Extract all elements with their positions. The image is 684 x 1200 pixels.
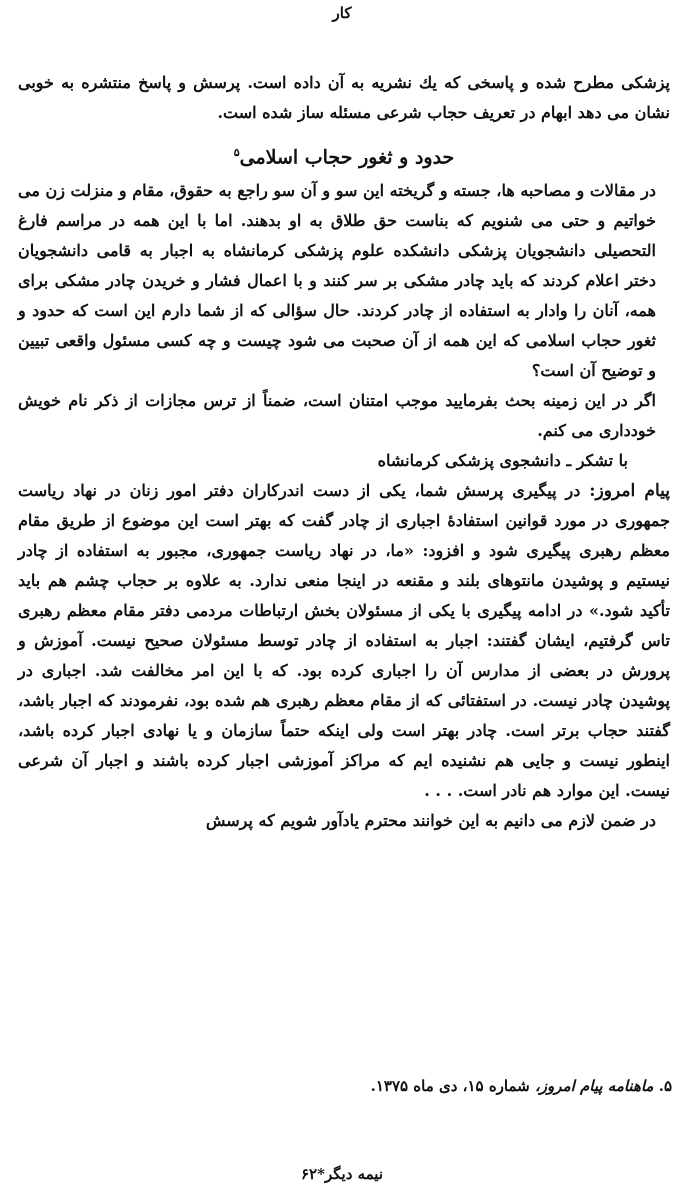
reply-body: در پیگیری پرسش شما، یکی از دست اندرکاران دفتر امور زنان در نهاد ریاست جمهوری در مورد قوانین استفادهٔ اجباری از چادر گفت که بهتر است این موضوع از طریق مقام معظم رهبری پیگیری شود و افزود: «ما، در نهاد ریاست جمهوری، مجبور به استفاده از چادر نیستیم و پوشیدن مانتوهای بلند و مقنعه در اینجا منعی ندارد. به علاوه بر حجاب چشم هم باید تأکید شود.» در ادامه پیگیری با یکی از مسئولان بخش ارتباطات مردمی دفتر مقام معظم رهبری تاس گرفتیم، ایشان گفتند: اجبار به استفاده از چادر توسط مسئولان صحیح نیست. آموزش و پرورش در بعضی از مدارس آن را اجباری کرده بود. که با این امر مخالفت شد. اجباری در پوشیدن چادر نیست. در استفتائی که از مقام معظم رهبری هم شده بود، نفرمودند که اجبار باشد، گفتند حجاب برتر است. چادر بهتر است ولی اینکه حتماً سازمان و یا نهادی اجبار کرده باشد، اینطور نیست و جایی هم نشنیده ایم که مراکز آموزشی اجبار کرده باشند و اجبار آن شرعی نیست. این موارد هم نادر است. . . .	[18, 481, 671, 801]
letter-paragraph-1: در مقالات و مصاحبه ها، جسته و گریخته این سو و آن سو راجع به حقوق، مقام و منزلت زن می خواتیم و حتی می شنویم که بناست حق طلاق به او بدهند. اما با این همه در مراسم فارغ التحصیلی دانشجویان پزشکی دانشکده علوم پزشکی کرمانشاه به اجبار به قامی دانشجویان دختر اعلام کردند که باید چادر مشکی بر سر کنند و با اعمال فشار و خریدن چادر مشکی برای همه، آنان را وادار به استفاده از چادر کردند. حال سؤالی که از شما دارم این است که حدود و ثغور حجاب اسلامی که این همه از آن صحبت می شود چیست و چه کسی مسئول واقعی تبیین و توضیح آن است؟	[18, 181, 656, 381]
footnote	[22, 1077, 672, 1095]
section-heading-title: حدود و ثغور حجاب اسلامی	[239, 146, 455, 169]
page-body	[18, 68, 670, 836]
reply-lead: پیام امروز:	[589, 481, 670, 502]
footnote-details: شماره ۱۵، دی ماه ۱۳۷۵.	[370, 1077, 530, 1095]
running-head: کار	[332, 4, 352, 22]
letter-paragraph-2: اگر در این زمینه بحث بفرمایید موجب امتنان است، ضمناً از ترس مجازات از ذکر نام خویش خودداری می کنم.	[18, 391, 656, 441]
page-number: نیمه دیگر*۶۲	[300, 1165, 384, 1183]
reply-paragraph-1	[18, 476, 670, 806]
section-heading	[18, 136, 670, 174]
intro-paragraph: پزشکی مطرح شده و پاسخی که یك نشریه به آن داده است. پرسش و پاسخ منتشره به خوبی نشان می دهد ابهام در تعریف حجاب شرعی مسئله ساز شده است.	[18, 73, 670, 122]
reply-paragraph-2: در ضمن لازم می دانیم به این خوانند محترم یادآور شویم که پرسش	[205, 811, 656, 831]
footnote-number: ۵.	[658, 1077, 672, 1095]
footnote-marker: ۵	[233, 146, 240, 159]
footnote-source: ماهنامه پیام امروز،	[534, 1077, 654, 1095]
letter-signature: با تشکر ـ دانشجوی پزشکی کرمانشاه	[377, 451, 628, 471]
